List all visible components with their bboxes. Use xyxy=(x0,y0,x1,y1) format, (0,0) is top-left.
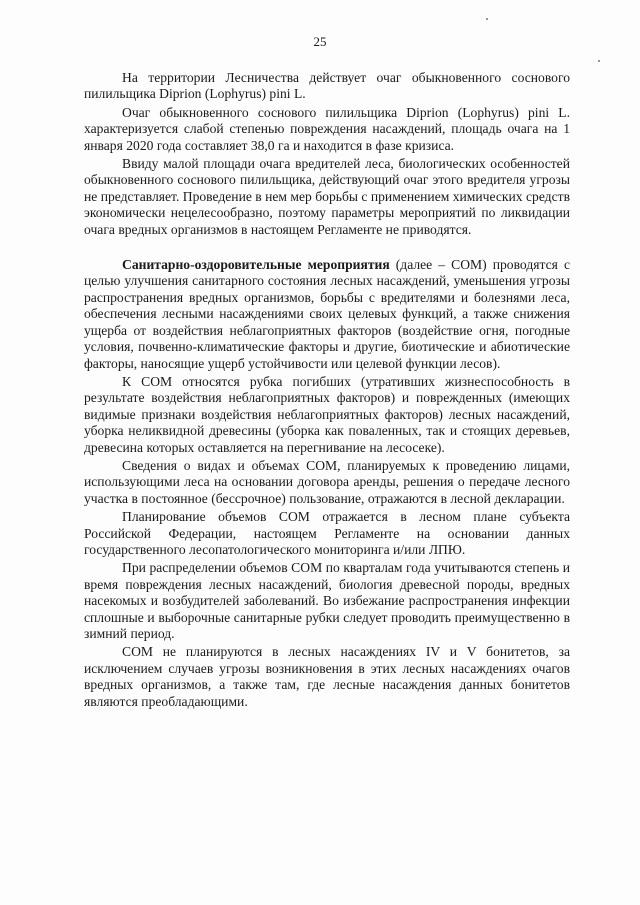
sanitary-measures-heading: Санитарно-оздоровительные мероприятия xyxy=(122,257,390,273)
paragraph-som-includes: К СОМ относятся рубка погибших (утративших жизнеспособность в результате воздействия неблагоприятных факторов) и поврежденных (имеющих видимые признаки воздействия неблагоприятных факторов) лесных насаждений, уборка неликвидной древесины (уборка как поваленных, так и стоящих деревьев, древесина которых оставляется на перегнивание на лесосеке). xyxy=(84,373,570,455)
page-body xyxy=(84,70,570,710)
paragraph-focus-characteristics: Очаг обыкновенного соснового пилильщика Diprion (Lophyrus) pini L. характеризуется слабой степенью повреждения насаждений, площадь очага на 1 января 2020 года составляет 38,0 га и находится в фазе кризиса. xyxy=(84,104,570,153)
paragraph-sanitary-measures xyxy=(84,257,570,372)
paragraph-som-declaration: Сведения о видах и объемах СОМ, планируемых к проведению лицами, использующими леса на основании договора аренды, решения о передаче лесного участка в постоянное (бессрочное) пользование, отражаются в лесной декларации. xyxy=(84,457,570,506)
paragraph-no-control-measures: Ввиду малой площади очага вредителей леса, биологических особенностей обыкновенного соснового пилильщика, действующий очаг этого вредителя угрозы не представляет. Проведение в нем мер борьбы с применением химических средств экономически нецелесообразно, поэтому параметры мероприятий по ликвидации очага вредных организмов в настоящем Регламенте не приводятся. xyxy=(84,156,570,237)
sanitary-measures-text: (далее – СОМ) проводятся с целью улучшения санитарного состояния лесных насаждений, уменьшения угрозы распространения вредных организмов, борьбы с вредителями и болезнями леса, обеспечения лесными насаждениями своих целевых функций, а также снижения ущерба от воздействия неблагоприятных факторов (воздействие огня, погодные условия, почвенно-климатические факторы и другие, биотические и абиотические факторы, наносящие ущерб устойчивости или целевой функции лесов). xyxy=(84,257,570,371)
page-number: 25 xyxy=(313,34,327,49)
paragraph-som-distribution: При распределении объемов СОМ по кварталам года учитываются степень и время повреждения лесных насаждений, биология древесной породы, вредных насекомых и возбудителей заболеваний. Во избежание распространения инфекции сплошные и выборочные санитарные рубки следует проводить преимущественно в зимний период. xyxy=(84,560,570,641)
scan-speck xyxy=(598,60,600,62)
paragraph-som-planning: Планирование объемов СОМ отражается в лесном плане субъекта Российской Федерации, настоящем Регламенте на основании данных государственного лесопатологического мониторинга и/или ЛПЮ. xyxy=(84,509,570,557)
scan-speck xyxy=(486,18,488,20)
paragraph-pest-focus: На территории Лесничества действует очаг обыкновенного соснового пилильщика Diprion (Lophyrus) pini L. xyxy=(84,70,570,102)
paragraph-som-bonitet: СОМ не планируются в лесных насаждениях IV и V бонитетов, за исключением случаев угрозы возникновения в этих лесных насаждениях очагов вредных организмов, а также там, где лесные насаждения данных бонитетов являются преобладающими. xyxy=(84,644,570,709)
